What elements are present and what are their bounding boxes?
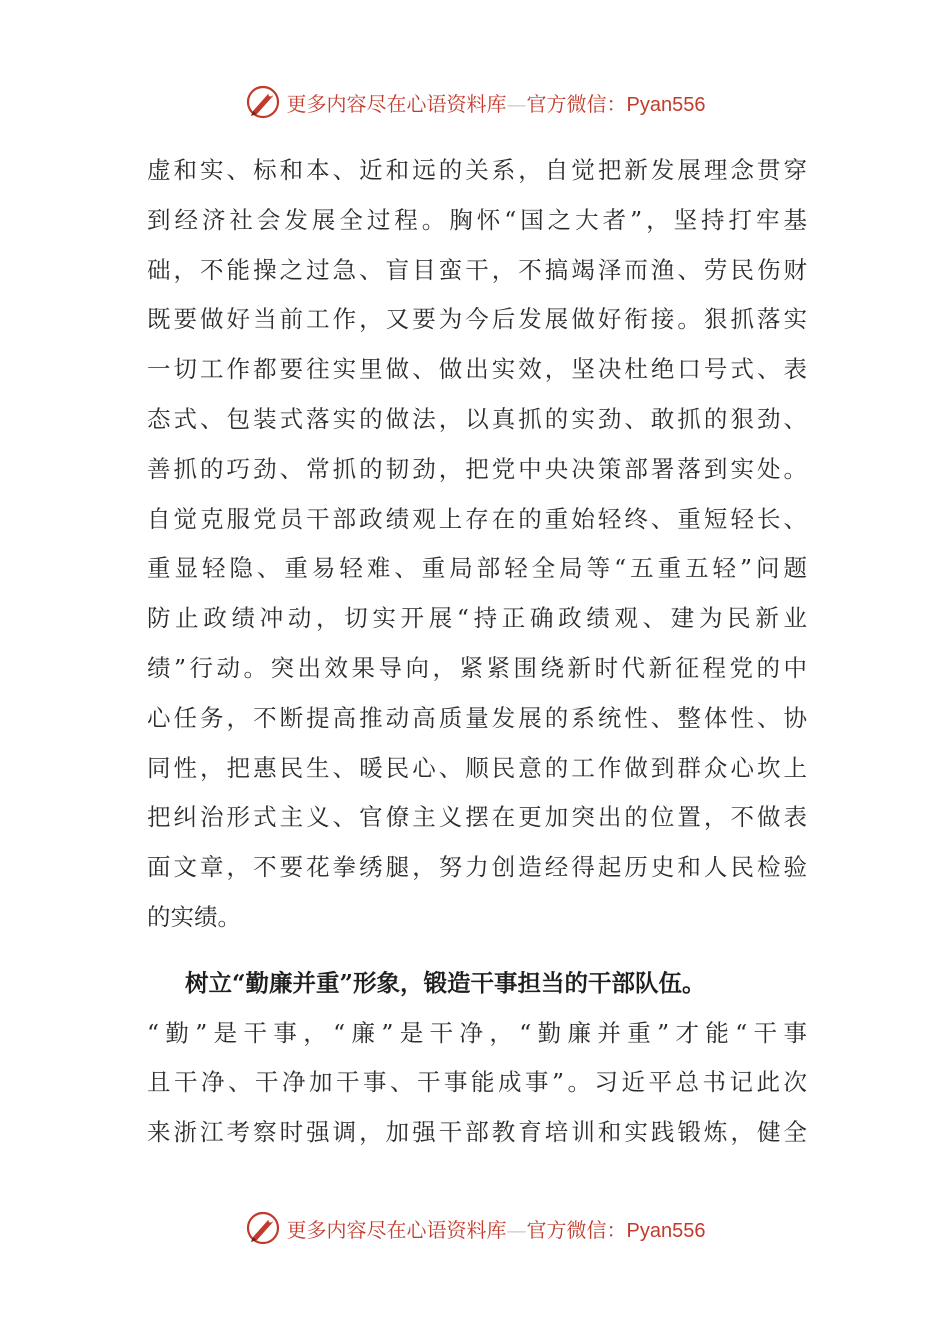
text-line: 虚和实、标和本、近和远的关系，自觉把新发展理念贯穿: [147, 156, 807, 184]
header-banner: [0, 82, 950, 122]
banner-text: [287, 88, 706, 117]
text-line: 同性，把惠民生、暖民心、顺民意的工作做到群众心坎上: [147, 753, 807, 782]
pen-logo-icon: [245, 84, 281, 120]
pen-logo-icon: [245, 1210, 281, 1246]
paragraph-gap: [147, 943, 807, 959]
section-heading: 树立“勤廉并重”形象，锻造干事担当的干部队伍。: [185, 968, 706, 997]
text-line: 防止政绩冲动，切实开展“持正确政绩观、建为民新业: [147, 604, 807, 633]
banner-wechat-label: 官方微信：: [526, 1217, 627, 1242]
banner-title: 更多内容尽在心语资料库: [286, 1217, 507, 1242]
text-line: 绩”行动。突出效果导向，紧紧围绕新时代新征程党的中: [147, 653, 807, 682]
text-line: 且干净、干净加干事、干事能成事”。习近平总书记此次: [147, 1068, 807, 1097]
banner-text: [287, 1214, 706, 1243]
document-body: [147, 146, 807, 1158]
footer-banner: [0, 1208, 950, 1248]
text-line: 心任务，不断提高推动高质量发展的系统性、整体性、协: [147, 703, 807, 732]
text-line: 到经济社会发展全过程。胸怀“国之大者”，坚持打牢基: [147, 205, 807, 234]
banner-wechat-id: Pyan556: [626, 1219, 706, 1242]
banner-dash: —: [506, 1217, 527, 1242]
text-line: 一切工作都要往实里做、做出实效，坚决杜绝口号式、表: [147, 355, 807, 384]
banner-title: 更多内容尽在心语资料库: [286, 91, 507, 116]
text-line: “勤”是干事，“廉”是干净，“勤廉并重”才能“干事: [147, 1018, 807, 1047]
paragraph-2: [147, 959, 807, 1158]
text-line: 来浙江考察时强调，加强干部教育培训和实践锻炼，健全: [147, 1118, 807, 1147]
text-line: 自觉克服党员干部政绩观上存在的重始轻终、重短轻长、: [147, 504, 807, 533]
banner-dash: —: [506, 91, 527, 116]
text-line: 善抓的巧劲、常抓的韧劲，把党中央决策部署落到实处。: [147, 454, 807, 483]
text-line: 态式、包装式落实的做法，以真抓的实劲、敢抓的狠劲、: [147, 404, 807, 433]
text-line: 的实绩。: [147, 902, 241, 931]
text-line: 既要做好当前工作，又要为今后发展做好衔接。狠抓落实: [147, 305, 807, 334]
text-line: 础，不能操之过急、盲目蛮干，不搞竭泽而渔、劳民伤财: [147, 255, 807, 284]
banner-wechat-id: Pyan556: [626, 93, 706, 116]
text-line: 把纠治形式主义、官僚主义摆在更加突出的位置，不做表: [147, 803, 807, 832]
paragraph-1: [147, 146, 807, 943]
banner-wechat-label: 官方微信：: [526, 91, 627, 116]
text-line: 面文章，不要花拳绣腿，努力创造经得起历史和人民检验: [147, 853, 807, 882]
text-line: 重显轻隐、重易轻难、重局部轻全局等“五重五轻”问题: [147, 554, 807, 583]
